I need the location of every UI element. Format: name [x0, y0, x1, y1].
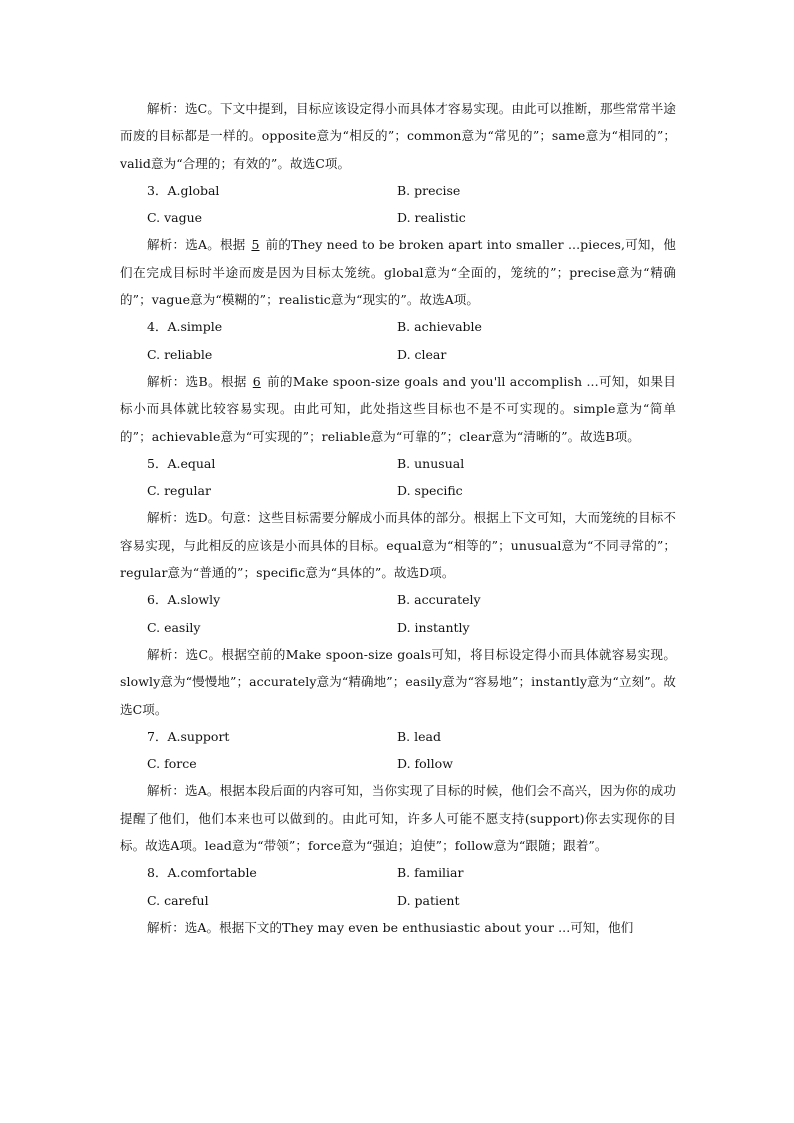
blank-number-5: 5: [251, 237, 260, 253]
analysis-q2: 解析：选C。下文中提到，目标应该设定得小而具体才容易实现。由此可以推断，那些常常半途而废的目标都是一样的。opposite意为“相反的”；common意为“常见的”；same意为“相同的”；valid意为“合理的；有效的”。故选C项。: [120, 101, 676, 171]
options-q8-row2: [120, 887, 676, 914]
option-q4-a: 4．A.simple: [147, 319, 223, 335]
analysis-q3-after: 前的They need to be broken apart into smaller ...pieces,可知，他们在完成目标时半途而废是因为目标太笼统。global意为“全面的，笼统的”；precise意为“精确的”；vague意为“模糊的”；realistic意为“现实的”。故选A项。: [120, 237, 677, 308]
analysis-q5: 解析：选D。句意：这些目标需要分解成小而具体的部分。根据上下文可知，大而笼统的目标不容易实现，与此相反的应该是小而具体的目标。equal意为“相等的”；unusual意为“不同寻常的”；regular意为“普通的”；specific意为“具体的”。故选D项。: [120, 510, 676, 581]
option-q4-d: D. clear: [397, 346, 447, 362]
option-q4-c: C. reliable: [147, 346, 213, 362]
option-q3-a: 3．A.global: [147, 182, 220, 198]
option-q7-c: C. force: [147, 756, 197, 772]
option-q5-c: C. regular: [147, 483, 211, 499]
analysis-q7: 解析：选A。根据本段后面的内容可知，当你实现了目标的时候，他们会不高兴，因为你的成功提醒了他们，他们本来也可以做到的。由此可知，许多人可能不愿支持(support)你去实现你的目标。故选A项。lead意为“带领”；force意为“强迫；迫使”；follow意为“跟随；跟着”。: [120, 783, 676, 854]
option-q4-b: B. achievable: [397, 319, 482, 335]
option-q6-d: D. instantly: [397, 619, 470, 635]
option-q8-c: C. careful: [147, 892, 209, 908]
option-q3-c: C. vague: [147, 210, 203, 226]
options-q7-row1: [120, 723, 676, 750]
option-q8-a: 8．A.comfortable: [147, 865, 257, 881]
option-q3-b: B. precise: [397, 182, 461, 198]
option-q7-b: B. lead: [397, 728, 441, 744]
analysis-q8: 解析：选A。根据下文的They may even be enthusiastic about your ...可知，他们: [147, 919, 634, 935]
options-q3-row2: [120, 204, 676, 231]
option-q6-a: 6．A.slowly: [147, 592, 221, 608]
blank-number-6: 6: [252, 373, 261, 389]
options-q5-row1: [120, 450, 676, 477]
analysis-q4-after: 前的Make spoon-size goals and you'll accomplish ...可知，如果目标小而具体就比较容易实现。由此可知，此处指这些目标也不是不可实现的。simple意为“简单的”；achievable意为“可实现的”；reliable意为“可靠的”；clear意为“清晰的”。故选B项。: [120, 373, 676, 444]
options-q6-row1: [120, 586, 676, 613]
options-q5-row2: [120, 477, 676, 504]
option-q8-d: D. patient: [397, 892, 460, 908]
option-q5-d: D. specific: [397, 483, 463, 499]
option-q6-c: C. easily: [147, 619, 201, 635]
analysis-q4: [120, 368, 676, 450]
option-q6-b: B. accurately: [397, 592, 481, 608]
analysis-q6: 解析：选C。根据空前的Make spoon-size goals可知，将目标设定得小而具体就容易实现。slowly意为“慢慢地”；accurately意为“精确地”；easily意为“容易地”；instantly意为“立刻”。故选C项。: [120, 646, 676, 717]
option-q5-a: 5．A.equal: [147, 455, 216, 471]
document-content: [120, 95, 676, 941]
option-q3-d: D. realistic: [397, 210, 466, 226]
analysis-q4-before: 解析：选B。根据: [147, 373, 247, 389]
analysis-q3: [120, 231, 676, 313]
options-q8-row1: [120, 859, 676, 886]
analysis-q3-before: 解析：选A。根据: [147, 237, 246, 253]
option-q5-b: B. unusual: [397, 455, 465, 471]
option-q8-b: B. familiar: [397, 865, 464, 881]
options-q3-row1: [120, 177, 676, 204]
options-q4-row1: [120, 313, 676, 340]
option-q7-d: D. follow: [397, 756, 453, 772]
option-q7-a: 7．A.support: [147, 728, 230, 744]
options-q7-row2: [120, 750, 676, 777]
options-q6-row2: [120, 614, 676, 641]
options-q4-row2: [120, 341, 676, 368]
